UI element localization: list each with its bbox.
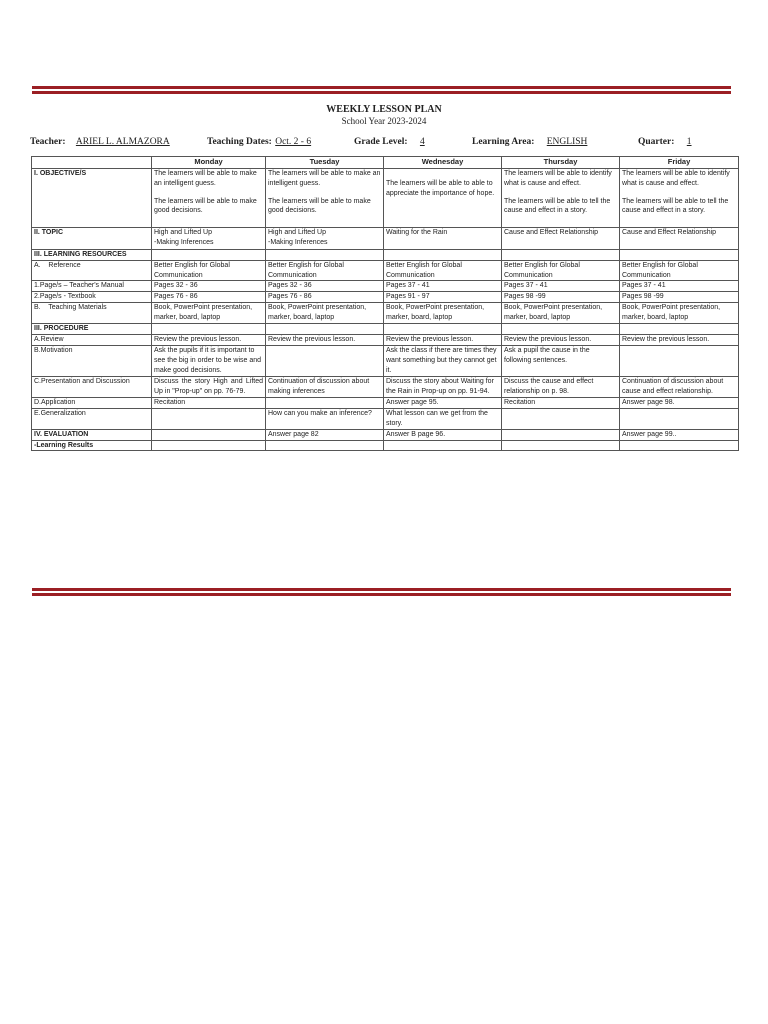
row-label: C.Presentation and Discussion: [32, 376, 152, 397]
section-label: III. PROCEDURE: [32, 324, 152, 335]
table-cell: Ask the class if there are times they want something but they cannot get it.: [384, 346, 502, 377]
table-cell: Pages 98 -99: [502, 292, 620, 303]
table-cell: Better English for Global Communication: [384, 260, 502, 281]
table-cell: Review the previous lesson.: [266, 335, 384, 346]
table-row: [32, 324, 739, 335]
row-label: II. TOPIC: [32, 227, 152, 249]
lesson-plan-table: [31, 156, 739, 451]
table-cell: How can you make an inference?: [266, 408, 384, 429]
day-header: Tuesday: [266, 157, 384, 169]
table-cell: [620, 346, 739, 377]
table-row: [32, 335, 739, 346]
table-row: [32, 397, 739, 408]
day-header: Friday: [620, 157, 739, 169]
table-row: [32, 440, 739, 451]
row-label: I. OBJECTIVE/S: [32, 168, 152, 227]
table-cell: Pages 37 - 41: [502, 281, 620, 292]
table-cell: Discuss the story about Waiting for the Rain in Prop-up on pp. 91-94.: [384, 376, 502, 397]
table-cell: [152, 408, 266, 429]
table-cell: Book, PowerPoint presentation, marker, board, laptop: [502, 303, 620, 324]
table-row: [32, 346, 739, 377]
table-cell: The learners will be able to make an intelligent guess. The learners will be able to make good decisions.: [152, 168, 266, 227]
table-cell: The learners will be able to make an intelligent guess. The learners will be able to make good decisions.: [266, 168, 384, 227]
table-cell: Pages 76 - 86: [152, 292, 266, 303]
table-cell: Recitation: [152, 397, 266, 408]
grade-field: Grade Level: 4: [354, 137, 437, 147]
table-cell: [266, 397, 384, 408]
table-row: [32, 408, 739, 429]
row-label: B.Motivation: [32, 346, 152, 377]
table-cell: Discuss the story High and Lifted Up in "Prop-up" on pp. 76-79.: [152, 376, 266, 397]
table-cell: [502, 408, 620, 429]
dates-value: Oct. 2 - 6: [275, 137, 312, 147]
table-cell: Continuation of discussion about making inferences: [266, 376, 384, 397]
table-cell: Pages 37 - 41: [620, 281, 739, 292]
table-cell: High and Lifted Up -Making Inferences: [266, 227, 384, 249]
row-label: A.Review: [32, 335, 152, 346]
row-label: A. Reference: [32, 260, 152, 281]
row-label: IV. EVALUATION: [32, 429, 152, 440]
table-cell: Cause and Effect Relationship: [620, 227, 739, 249]
table-row: [32, 303, 739, 324]
table-cell: Review the previous lesson.: [384, 335, 502, 346]
table-cell: The learners will be able to identify what is cause and effect. The learners will be able to tell the cause and effect in a story.: [620, 168, 739, 227]
row-label: E.Generalization: [32, 408, 152, 429]
table-cell: Book, PowerPoint presentation, marker, board, laptop: [266, 303, 384, 324]
table-cell: Book, PowerPoint presentation, marker, board, laptop: [620, 303, 739, 324]
quarter-field: Quarter: 1: [638, 137, 706, 147]
row-label: B. Teaching Materials: [32, 303, 152, 324]
table-cell: Continuation of discussion about cause and effect relationship.: [620, 376, 739, 397]
table-row: [32, 292, 739, 303]
table-cell: Review the previous lesson.: [620, 335, 739, 346]
row-label: D.Application: [32, 397, 152, 408]
table-cell: [620, 408, 739, 429]
table-row: [32, 376, 739, 397]
table-row: [32, 281, 739, 292]
table-cell: Review the previous lesson.: [152, 335, 266, 346]
table-cell: Better English for Global Communication: [502, 260, 620, 281]
table-cell: Book, PowerPoint presentation, marker, board, laptop: [384, 303, 502, 324]
area-field: Learning Area: ENGLISH: [472, 137, 597, 147]
table-cell: What lesson can we get from the story.: [384, 408, 502, 429]
table-cell: Answer page 99..: [620, 429, 739, 440]
table-cell: Answer page 95.: [384, 397, 502, 408]
area-value: ENGLISH: [546, 137, 588, 147]
table-cell: Pages 32 - 36: [152, 281, 266, 292]
table-cell: Pages 32 - 36: [266, 281, 384, 292]
table-cell: Book, PowerPoint presentation, marker, board, laptop: [152, 303, 266, 324]
table-cell: Answer page 82: [266, 429, 384, 440]
table-cell: Better English for Global Communication: [266, 260, 384, 281]
table-cell: Waiting for the Rain: [384, 227, 502, 249]
table-row: [32, 168, 739, 227]
table-row: [32, 227, 739, 249]
table-cell: Pages 37 - 41: [384, 281, 502, 292]
table-cell: Answer B page 96.: [384, 429, 502, 440]
table-row: [32, 249, 739, 260]
table-cell: Pages 91 - 97: [384, 292, 502, 303]
table-cell: The learners will be able to identify what is cause and effect. The learners will be able to tell the cause and effect in a story.: [502, 168, 620, 227]
table-cell: Discuss the cause and effect relationship on p. 98.: [502, 376, 620, 397]
table-cell: Cause and Effect Relationship: [502, 227, 620, 249]
table-header-row: [32, 157, 739, 169]
section-label: III. LEARNING RESOURCES: [32, 249, 152, 260]
bottom-divider: [32, 588, 731, 596]
row-label: 1.Page/s – Teacher's Manual: [32, 281, 152, 292]
quarter-value: 1: [686, 137, 692, 147]
school-year: School Year 2023-2024: [341, 116, 427, 126]
document-title: WEEKLY LESSON PLAN: [326, 104, 442, 115]
table-cell: High and Lifted Up -Making Inferences: [152, 227, 266, 249]
table-cell: Ask a pupil the cause in the following sentences.: [502, 346, 620, 377]
table-cell: Pages 98 -99: [620, 292, 739, 303]
table-cell: [152, 429, 266, 440]
day-header: Wednesday: [384, 157, 502, 169]
dates-field: Teaching Dates: Oct. 2 - 6: [207, 137, 325, 147]
teacher-field: Teacher: ARIEL L. ALMAZORA: [30, 137, 194, 147]
table-cell: Pages 76 - 86: [266, 292, 384, 303]
table-cell: Ask the pupils if it is important to see the big in order to be wise and make good decisions.: [152, 346, 266, 377]
table-row: [32, 260, 739, 281]
table-cell: Answer page 98.: [620, 397, 739, 408]
info-line: [30, 137, 740, 151]
row-label: -Learning Results: [32, 440, 152, 451]
row-label: 2.Page/s - Textbook: [32, 292, 152, 303]
teacher-value: ARIEL L. ALMAZORA: [75, 137, 170, 147]
table-cell: [266, 346, 384, 377]
day-header: Thursday: [502, 157, 620, 169]
table-row: [32, 429, 739, 440]
top-divider: [32, 86, 731, 94]
table-cell: The learners will be able to able to appreciate the importance of hope.: [384, 168, 502, 227]
day-header: Monday: [152, 157, 266, 169]
table-cell: [502, 429, 620, 440]
table-cell: Better English for Global Communication: [152, 260, 266, 281]
table-cell: Recitation: [502, 397, 620, 408]
table-cell: Better English for Global Communication: [620, 260, 739, 281]
table-cell: Review the previous lesson.: [502, 335, 620, 346]
grade-value: 4: [419, 137, 425, 147]
corner-cell: [32, 157, 152, 169]
